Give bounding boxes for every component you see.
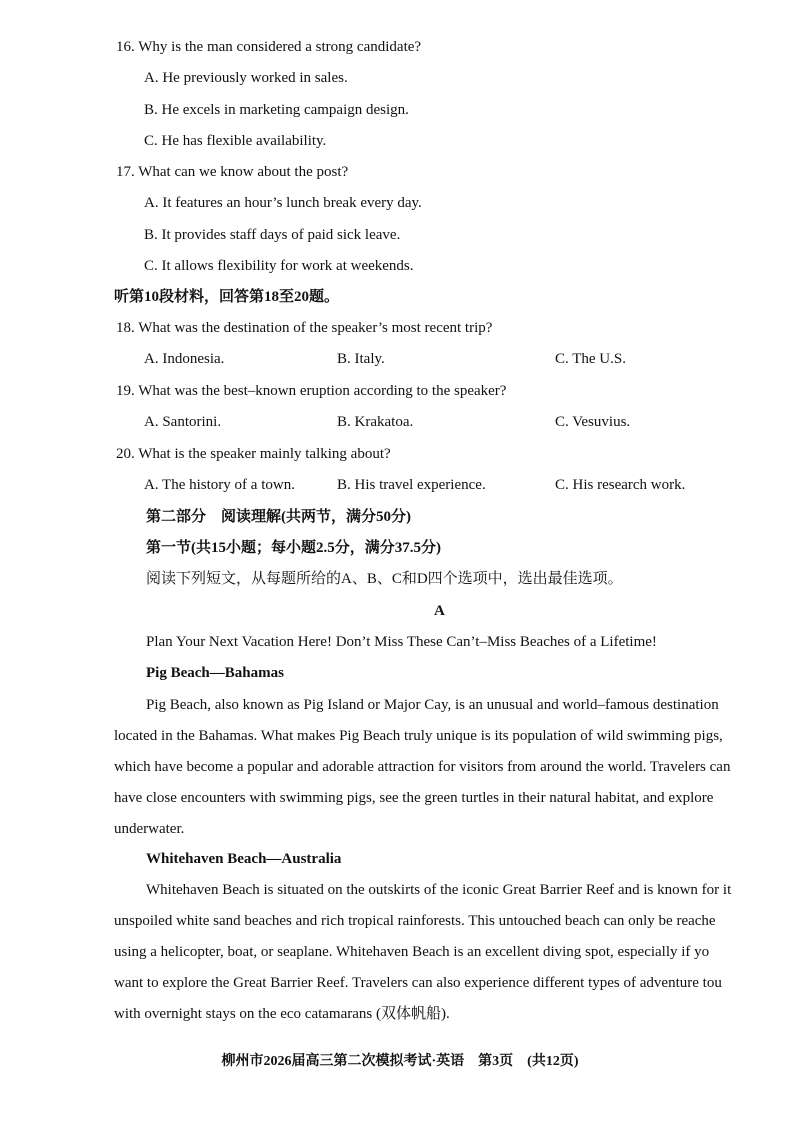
question-18-stem: 18. What was the destination of the speaker’s most recent trip?	[116, 320, 493, 336]
whitehaven-line-5: with overnight stays on the eco catamarans (双体帆船).	[114, 1006, 450, 1022]
question-18-option-b: B. Italy.	[337, 351, 385, 367]
page-footer: 柳州市2026届高三第二次模拟考试·英语 第3页 (共12页)	[221, 1054, 579, 1069]
passage-title: Plan Your Next Vacation Here! Don’t Miss These Can’t–Miss Beaches of a Lifetime!	[146, 634, 657, 650]
pig-beach-line-4: have close encounters with swimming pigs, see the green turtles in their natural habitat, and explore	[114, 790, 714, 806]
question-17-stem: 17. What can we know about the post?	[116, 164, 349, 180]
question-17-option-b: B. It provides staff days of paid sick leave.	[144, 227, 401, 243]
pig-beach-line-3: which have become a popular and adorable attraction for visitors from around the world. Travelers can	[114, 759, 731, 775]
pig-beach-heading: Pig Beach—Bahamas	[146, 665, 284, 681]
whitehaven-line-4: want to explore the Great Barrier Reef. Travelers can also experience different types of adventure tou	[114, 975, 722, 991]
question-16-option-c: C. He has flexible availability.	[144, 133, 327, 149]
pig-beach-line-2: located in the Bahamas. What makes Pig Beach truly unique is its population of wild swimming pigs,	[114, 728, 723, 744]
question-20-option-c: C. His research work.	[555, 477, 686, 493]
question-20-stem: 20. What is the speaker mainly talking about?	[116, 446, 391, 462]
pig-beach-line-5: underwater.	[114, 821, 185, 837]
question-19-option-a: A. Santorini.	[144, 414, 222, 430]
question-19-stem: 19. What was the best–known eruption according to the speaker?	[116, 383, 507, 399]
question-16-stem: 16. Why is the man considered a strong candidate?	[116, 39, 422, 55]
pig-beach-line-1: Pig Beach, also known as Pig Island or Major Cay, is an unusual and world–famous destination	[146, 697, 719, 713]
question-18-option-c: C. The U.S.	[555, 351, 626, 367]
question-19-option-b: B. Krakatoa.	[337, 414, 414, 430]
listening-instruction-10: 听第10段材料，回答第18至20题。	[114, 289, 340, 305]
whitehaven-line-1: Whitehaven Beach is situated on the outskirts of the iconic Great Barrier Reef and is known for it	[146, 882, 732, 898]
whitehaven-beach-heading: Whitehaven Beach—Australia	[146, 851, 342, 867]
question-17-option-a: A. It features an hour’s lunch break every day.	[144, 195, 422, 211]
reading-instruction: 阅读下列短文，从每题所给的A、B、C和D四个选项中，选出最佳选项。	[146, 571, 623, 587]
question-16-option-b: B. He excels in marketing campaign design.	[144, 102, 409, 118]
whitehaven-line-2: unspoiled white sand beaches and rich tropical rainforests. This untouched beach can only be reache	[114, 913, 716, 929]
question-19-option-c: C. Vesuvius.	[555, 414, 631, 430]
question-20-option-a: A. The history of a town.	[144, 477, 295, 493]
reading-part-title: 第二部分 阅读理解(共两节，满分50分)	[146, 509, 411, 525]
question-20-option-b: B. His travel experience.	[337, 477, 486, 493]
question-16-option-a: A. He previously worked in sales.	[144, 70, 348, 86]
question-17-option-c: C. It allows flexibility for work at weekends.	[144, 258, 414, 274]
question-18-option-a: A. Indonesia.	[144, 351, 225, 367]
reading-section-title: 第一节(共15小题；每小题2.5分，满分37.5分)	[146, 540, 441, 556]
passage-label: A	[434, 603, 445, 619]
whitehaven-line-3: using a helicopter, boat, or seaplane. Whitehaven Beach is an excellent diving spot, especially if yo	[114, 944, 710, 960]
